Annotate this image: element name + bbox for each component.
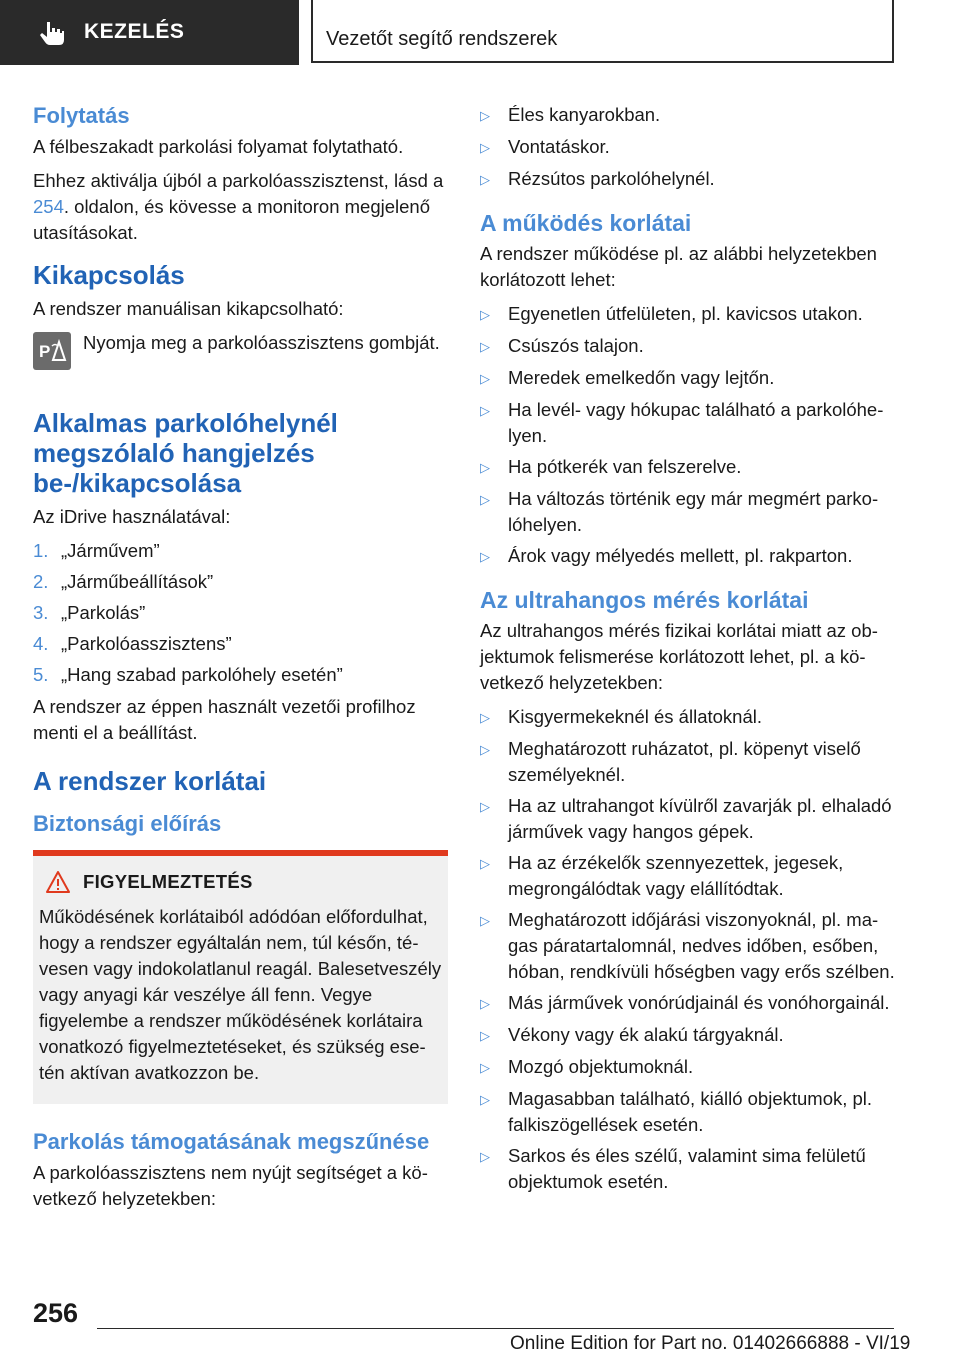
header-category-tab <box>0 0 299 65</box>
triangle-right-bullet: ▷ <box>480 799 490 814</box>
continue-heading: Folytatás <box>33 103 130 128</box>
triangle-right-bullet: ▷ <box>480 1092 490 1107</box>
list-item: 3. „Parkolás” <box>33 602 146 623</box>
parking-button-instruction <box>33 330 448 370</box>
triangle-right-bullet: ▷ <box>480 1149 490 1164</box>
stop-heading: Parkolás támogatásának megszűnése <box>33 1129 430 1154</box>
list-item: 5. „Hang szabad parkolóhely esetén” <box>33 664 343 685</box>
list-item: ▷ Meghatározott ruházatot, pl. köpenyt viselő személyeknél. <box>480 736 895 788</box>
list-item: ▷ Meredek emelkedőn vagy lejtőn. <box>480 365 895 392</box>
triangle-right-bullet: ▷ <box>480 307 490 322</box>
footer-edition: Online Edition for Part no. 01402666888 - VI/19 <box>510 1333 911 1354</box>
list-item: 4. „Parkolóasszisztens” <box>33 633 232 654</box>
sound-paragraph-2: A rendszer az éppen használt vezetői profilhoz menti el a beállítást. <box>33 696 416 743</box>
warning-triangle-icon <box>45 870 71 894</box>
sound-heading: Alkalmas parkolóhelynél megszólaló hangjelzés be-/kikapcsolása <box>33 408 338 498</box>
svg-text:P: P <box>39 342 51 361</box>
list-item: ▷ Ha változás történik egy már megmért parkolóhelyen. <box>480 486 895 538</box>
stop-list <box>480 102 895 193</box>
triangle-right-bullet: ▷ <box>480 1028 490 1043</box>
list-item: 2. „Járműbeállítások” <box>33 571 214 592</box>
operation-limits-paragraph: A rendszer működése pl. az alábbi helyzetekben korlátozott lehet: <box>480 243 877 290</box>
switch-off-paragraph: A rendszer manuálisan kikapcsolható: <box>33 298 344 319</box>
triangle-right-bullet: ▷ <box>480 403 490 418</box>
triangle-right-bullet: ▷ <box>480 913 490 928</box>
triangle-right-bullet: ▷ <box>480 492 490 507</box>
warning-header <box>39 870 442 894</box>
list-item: ▷ Kisgyermekeknél és állatoknál. <box>480 704 895 731</box>
list-item: ▷ Egyenetlen útfelületen, pl. kavicsos utakon. <box>480 301 895 328</box>
triangle-right-bullet: ▷ <box>480 371 490 386</box>
warning-title: FIGYELMEZTETÉS <box>83 871 253 892</box>
sound-intro: Az iDrive használatával: <box>33 506 231 527</box>
list-item: ▷ Magasabban található, kiálló objektumok, pl. falkiszögellések esetén. <box>480 1086 895 1138</box>
continue-paragraph-1: A félbeszakadt parkolási folyamat folytatható. <box>33 136 404 157</box>
triangle-right-bullet: ▷ <box>480 1060 490 1075</box>
operation-limits-list <box>480 301 895 570</box>
stop-paragraph: A parkolóasszisztens nem nyújt segítséget a következő helyzetekben: <box>33 1162 428 1209</box>
list-item: ▷ Mozgó objektumoknál. <box>480 1054 895 1081</box>
steps-list <box>33 538 448 688</box>
footer-divider <box>97 1328 894 1329</box>
list-item: ▷ Ha az ultrahangot kívülről zavarják pl. elhaladó járművek vagy hangos gépek. <box>480 793 895 845</box>
list-item: 1. „Járművem” <box>33 540 160 561</box>
safety-heading: Biztonsági előírás <box>33 811 222 836</box>
list-item: ▷ Vékony vagy ék alakú tárgyaknál. <box>480 1022 895 1049</box>
page-number: 256 <box>33 1298 79 1328</box>
warning-box <box>33 850 448 1104</box>
triangle-right-bullet: ▷ <box>480 996 490 1011</box>
list-item: ▷ Árok vagy mélyedés mellett, pl. rakparton. <box>480 543 895 570</box>
list-item: ▷ Éles kanyarokban. <box>480 102 895 129</box>
triangle-right-bullet: ▷ <box>480 710 490 725</box>
triangle-right-bullet: ▷ <box>480 856 490 871</box>
right-column <box>480 102 895 1201</box>
triangle-right-bullet: ▷ <box>480 460 490 475</box>
parking-button-text: Nyomja meg a parkolóasszisztens gombját. <box>83 332 440 353</box>
triangle-right-bullet: ▷ <box>480 742 490 757</box>
list-item: ▷ Sarkos és éles szélű, valamint sima felületű objektumok esetén. <box>480 1143 895 1195</box>
triangle-right-bullet: ▷ <box>480 549 490 564</box>
triangle-right-bullet: ▷ <box>480 172 490 187</box>
hand-touch-icon <box>38 20 66 46</box>
list-item: ▷ Vontatáskor. <box>480 134 895 161</box>
ultrasonic-limits-list <box>480 704 895 1195</box>
triangle-right-bullet: ▷ <box>480 140 490 155</box>
header-title: Vezetőt segítő rendszerek <box>326 28 558 50</box>
list-item: ▷ Ha levél- vagy hókupac található a parkolóhelyen. <box>480 397 895 449</box>
switch-off-heading: Kikapcsolás <box>33 260 185 290</box>
list-item: ▷ Ha pótkerék van felszerelve. <box>480 454 895 481</box>
list-item: ▷ Csúszós talajon. <box>480 333 895 360</box>
continue-paragraph-2: Ehhez aktiválja újból a parkolóasszisztenst, lásd a 254. oldalon, és kövesse a monitoron megjelenő utasításokat. <box>33 170 444 243</box>
triangle-right-bullet: ▷ <box>480 108 490 123</box>
left-column <box>33 102 448 1220</box>
parking-assistant-button-icon <box>33 332 71 370</box>
page-link[interactable]: 254 <box>33 196 64 217</box>
list-item: ▷ Meghatározott időjárási viszonyoknál, pl. magas páratartalomnál, nedves időben, esőben, hóban, rendkívüli hőségben vagy erős szélben. <box>480 907 895 985</box>
list-item: ▷ Rézsútos parkolóhelynél. <box>480 166 895 193</box>
ultrasonic-limits-heading: Az ultrahangos mérés korlátai <box>480 587 809 613</box>
header-category: KEZELÉS <box>84 20 185 43</box>
list-item: ▷ Ha az érzékelők szennyezettek, jegesek, megrongálódtak vagy elállítódtak. <box>480 850 895 902</box>
operation-limits-heading: A működés korlátai <box>480 210 692 236</box>
limits-heading: A rendszer korlátai <box>33 766 267 796</box>
warning-text: Működésének korlátaiból adódóan előfordulhat, hogy a rendszer egyáltalán nem, túl későn, tévesen vagy indokolatlanul reagál. Balesetveszély vagy anyagi kár veszélye áll fenn. Vegye figyelembe a rendszer működésének korlátaira vonatkozó figyelmeztetéseket, és szükség esetén aktívan avatkozzon be. <box>39 906 442 1083</box>
ultrasonic-limits-paragraph: Az ultrahangos mérés fizikai korlátai miatt az objektumok felismerése korlátozott lehet, pl. a következő helyzetekben: <box>480 620 878 693</box>
triangle-right-bullet: ▷ <box>480 339 490 354</box>
list-item: ▷ Más járművek vonórúdjainál és vonóhorgainál. <box>480 990 895 1017</box>
